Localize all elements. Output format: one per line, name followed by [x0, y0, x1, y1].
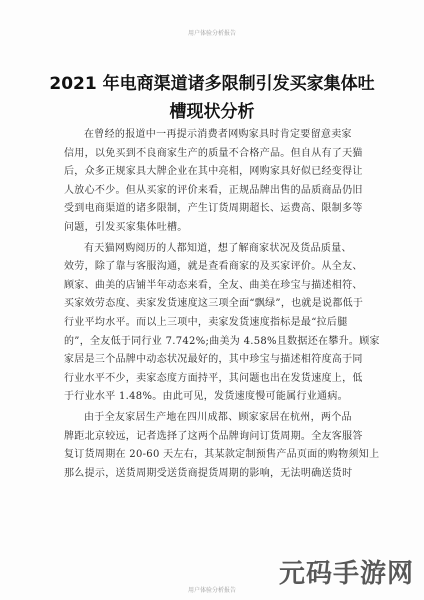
text-line: 于行业水平 1.48%。由此可见，发货速度慢可能属行业通病。 — [64, 391, 348, 403]
text-line: 顾家、曲美的店铺半年动态来看，全友、曲美在珍宝与描述相符、 — [64, 279, 363, 291]
text-line: 那么提示，送货周期受送货商提货周期的影响，无法明确送货时 — [64, 467, 353, 479]
page-title — [40, 70, 384, 126]
text-line: 后，众多正规家具大牌企业在其中亮相，网购家具好似已经变得让 — [64, 166, 363, 178]
text-line: 信用，以免买到不良商家生产的质量不合格产品。但自从有了天猫 — [64, 147, 363, 159]
text-line: 受到电商渠道的诸多限制，产生订货周期超长、运费高、限制多等 — [64, 203, 363, 215]
title-line: 槽现状分析 — [169, 102, 255, 122]
text-line: 复订货周期在 20-60 天左右，其某款定制预售产品页面的购物须知上 — [64, 449, 380, 461]
text-line: 的”，全友低于同行业 7.742%;曲美为 4.58%且数据还在攀升。顾家 — [64, 335, 380, 347]
text-line: 行业水平不少，卖家态度方面持平，其问题也出在发货速度上，低 — [64, 372, 363, 384]
paragraph-3 — [64, 409, 380, 483]
header-note: 用户体验分析报告 — [187, 30, 236, 37]
paragraph-2 — [64, 240, 380, 407]
paragraph-1 — [64, 126, 363, 238]
text-line: 问题，引发买家集体吐槽。 — [64, 221, 188, 233]
text-line: 人放心不少。但从买家的评价来看，正规品牌出售的品质商品仍旧 — [64, 184, 363, 196]
text-line: 买家效劳态度、卖家发货速度这三项全面“飘绿”，也就是说都低于 — [64, 298, 364, 310]
text-line: 牌距北京较远，记者选择了这两个品牌询问订货周期。全友客服答 — [64, 430, 363, 442]
text-line: 效劳，除了靠与客服沟通，就是查看商家的及买家评价。从全友、 — [64, 261, 363, 273]
footer-note: 用户体验分析报告 — [187, 587, 236, 594]
text-line: 在曾经的报道中一再提示消费者网购家具时肯定要留意卖家 — [84, 129, 352, 140]
article-body — [64, 126, 380, 483]
text-line: 有天猫网购阅历的人都知道，想了解商家状况及货品质量、 — [84, 242, 352, 254]
text-line: 由于全友家居生产地在四川成都、顾家家居在杭州，两个品 — [84, 411, 352, 423]
title-line: 2021 年电商渠道诸多限制引发买家集体吐 — [49, 74, 375, 94]
text-line: 行业平均水平。而以上三项中，卖家发货速度指标是最“拉后腿 — [64, 316, 348, 328]
text-line: 家居是三个品牌中动态状况最好的，其中珍宝与描述相符度高于同 — [64, 354, 363, 366]
site-watermark: 元码手游网 — [278, 559, 414, 589]
